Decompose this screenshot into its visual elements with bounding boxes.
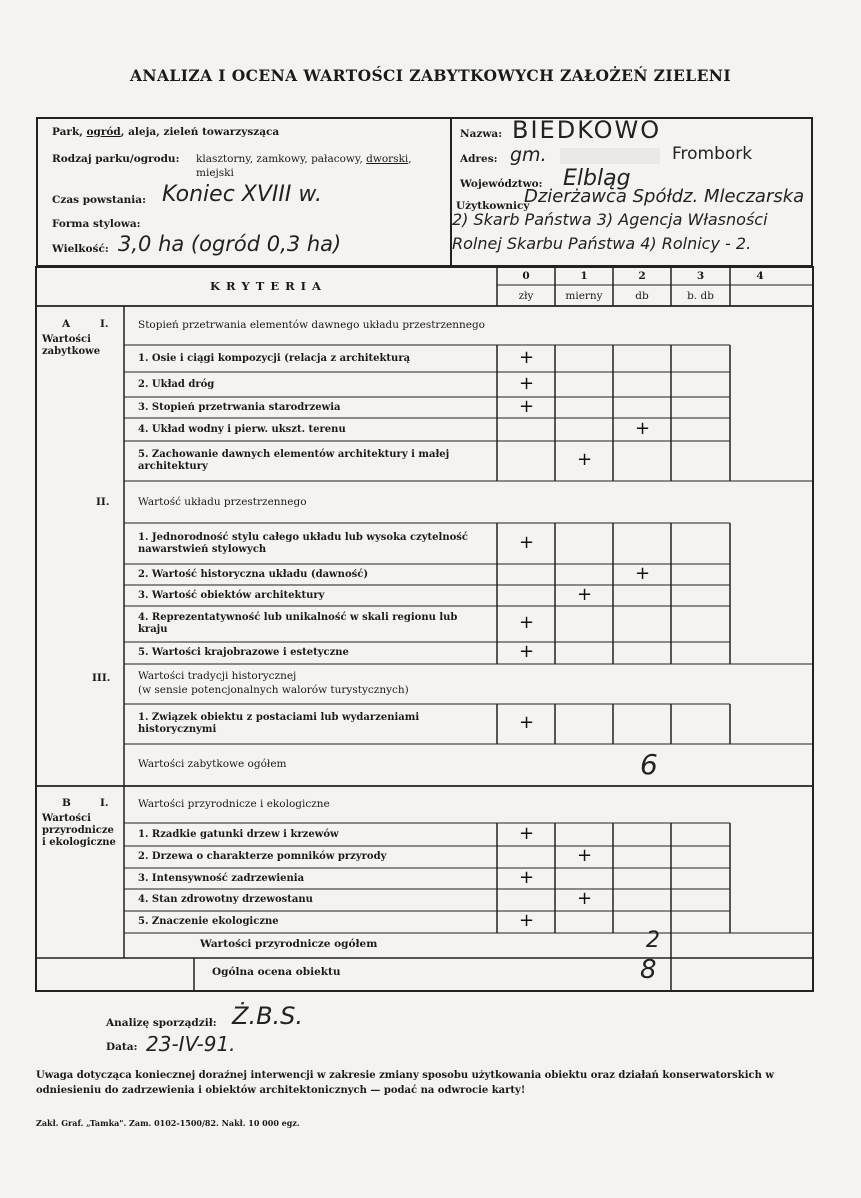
czas-label: Czas powstania: bbox=[52, 194, 146, 206]
printer-info: Zakł. Graf. „Tamka". Zam. 0102-1500/82. Nakł. 10 000 egz. bbox=[36, 1118, 300, 1128]
uzyt-label: Użytkownicy bbox=[456, 200, 530, 212]
section-a-group2-title: Wartość układu przestrzennego bbox=[138, 496, 307, 508]
a1-item-1: 1. Osie i ciągi kompozycji (relacja z architekturą bbox=[138, 353, 411, 364]
rating-mark-b-2: + bbox=[577, 845, 593, 866]
rating-mark-a2-4: + bbox=[519, 612, 535, 633]
section-a-group3-num: III. bbox=[92, 672, 111, 684]
scale-word-1: mierny bbox=[565, 290, 603, 302]
date-label: Data: bbox=[106, 1041, 138, 1053]
b-item-2: 2. Drzewa o charakterze pomników przyrody bbox=[138, 851, 387, 862]
a1-item-4: 4. Układ wodny i pierw. ukszt. terenu bbox=[138, 424, 346, 435]
park-type: Park, ogród, aleja, zieleń towarzysząca bbox=[52, 126, 280, 138]
a-total-value: 6 bbox=[640, 748, 658, 781]
overall-label: Ogólna ocena obiektu bbox=[212, 966, 341, 978]
section-a-group3-title-1: Wartości tradycji historycznej bbox=[138, 670, 297, 682]
section-b-title: Wartości przyrodnicze i ekologiczne bbox=[42, 813, 116, 848]
rating-mark-a2-1: + bbox=[519, 531, 535, 553]
rating-mark-a1-4: + bbox=[635, 417, 651, 439]
a2-item-4: 4. Reprezentatywność lub unikalność w skali regionu lub kraju bbox=[138, 612, 458, 635]
nazwa-value: BIEDKOWO bbox=[512, 116, 662, 144]
section-a-group1-num: I. bbox=[100, 318, 109, 330]
section-a-group2-num: II. bbox=[96, 496, 110, 508]
adres-value-1: gm. bbox=[510, 144, 547, 166]
note: Uwaga dotycząca koniecznej doraźnej interwencji w zakresie zmiany sposobu użytkowania obiektu oraz działań konserwatorskich w odniesieniu do zadrzewienia i obiektów architektonicznych — podać na odwrocie karty! bbox=[36, 1070, 774, 1096]
rodzaj-options-2: miejski bbox=[196, 167, 234, 179]
woj-label: Województwo: bbox=[460, 178, 543, 190]
section-a-letter: A bbox=[62, 318, 71, 330]
b-total-label: Wartości przyrodnicze ogółem bbox=[200, 938, 378, 950]
uzyt-line2: 2) Skarb Państwa 3) Agencja Własności bbox=[452, 210, 768, 229]
uzyt-line1: Dzierżawca Spółdz. Mleczarska bbox=[524, 186, 805, 207]
b-item-5: 5. Znaczenie ekologiczne bbox=[138, 916, 279, 927]
a2-item-1: 1. Jednorodność stylu całego układu lub wysoka czytelność nawarstwień stylowych bbox=[138, 532, 468, 555]
rating-mark-a1-3: + bbox=[519, 395, 535, 417]
rating-mark-a1-1: + bbox=[519, 346, 535, 368]
adres-label: Adres: bbox=[460, 153, 498, 165]
overall-value: 8 bbox=[640, 955, 657, 985]
rating-mark-a2-5: + bbox=[519, 641, 535, 662]
section-a-group3-title-2: (w sensie potencjonalnych walorów turystycznych) bbox=[138, 684, 409, 696]
kryteria-label: K R Y T E R I A bbox=[210, 279, 322, 293]
woj-value: Elbląg bbox=[563, 166, 631, 191]
adres-value-2: Frombork bbox=[672, 144, 753, 164]
a1-item-5: 5. Zachowanie dawnych elementów architektury i małej architektury bbox=[138, 449, 450, 472]
scale-word-2: db bbox=[635, 290, 649, 302]
scale-num-2: 2 bbox=[638, 270, 646, 282]
section-a-group1-title: Stopień przetrwania elementów dawnego układu przestrzennego bbox=[138, 319, 485, 331]
scale-num-3: 3 bbox=[696, 270, 705, 282]
a-total-label: Wartości zabytkowe ogółem bbox=[138, 758, 287, 770]
section-a-title: Wartości zabytkowe bbox=[42, 334, 101, 357]
section-b-group1-title: Wartości przyrodnicze i ekologiczne bbox=[138, 798, 330, 810]
scale-num-4: 4 bbox=[756, 270, 764, 282]
rodzaj-options: klasztorny, zamkowy, pałacowy, dworski, bbox=[196, 153, 412, 165]
section-b-letter: B bbox=[62, 797, 71, 809]
rodzaj-label: Rodzaj parku/ogrodu: bbox=[52, 153, 180, 165]
nazwa-label: Nazwa: bbox=[460, 128, 503, 140]
b-item-1: 1. Rzadkie gatunki drzew i krzewów bbox=[138, 829, 339, 840]
rating-mark-b-1: + bbox=[519, 822, 535, 844]
a2-item-5: 5. Wartości krajobrazowe i estetyczne bbox=[138, 647, 349, 658]
scale-word-0: zły bbox=[518, 290, 534, 302]
signature-label: Analizę sporządził: bbox=[106, 1017, 217, 1029]
rating-mark-b-5: + bbox=[519, 910, 535, 931]
section-b-group1-num: I. bbox=[100, 797, 109, 809]
rating-mark-b-3: + bbox=[519, 866, 535, 888]
rating-mark-a2-2: + bbox=[635, 562, 651, 584]
a3-item-1: 1. Związek obiektu z postaciami lub wydarzeniami historycznymi bbox=[138, 712, 420, 735]
a2-item-3: 3. Wartość obiektów architektury bbox=[138, 590, 325, 601]
form-title: ANALIZA I OCENA WARTOŚCI ZABYTKOWYCH ZAŁOŻEŃ ZIELENI bbox=[129, 66, 731, 85]
rating-mark-a1-2: + bbox=[519, 372, 535, 394]
rating-mark-b-4: + bbox=[577, 888, 593, 909]
wielkosc-value: 3,0 ha (ogród 0,3 ha) bbox=[118, 232, 342, 256]
rating-mark-a3-1: + bbox=[519, 712, 535, 733]
b-item-3: 3. Intensywność zadrzewienia bbox=[138, 873, 305, 884]
b-total-value: 2 bbox=[646, 928, 660, 953]
rating-mark-a1-5: + bbox=[577, 449, 593, 470]
forma-label: Forma stylowa: bbox=[52, 218, 141, 230]
scale-num-0: 0 bbox=[522, 270, 530, 282]
wielkosc-label: Wielkość: bbox=[52, 243, 109, 255]
signature-value: Ż.B.S. bbox=[232, 1002, 304, 1030]
scale-num-1: 1 bbox=[580, 270, 588, 282]
a2-item-2: 2. Wartość historyczna układu (dawność) bbox=[138, 569, 369, 580]
a1-item-2: 2. Układ dróg bbox=[138, 379, 215, 390]
czas-value: Koniec XVIII w. bbox=[162, 182, 322, 207]
uzyt-line3: Rolnej Skarbu Państwa 4) Rolnicy - 2. bbox=[452, 234, 752, 253]
scale-word-3: b. db bbox=[687, 290, 714, 302]
rating-mark-a2-3: + bbox=[577, 583, 593, 605]
date-value: 23-IV-91. bbox=[146, 1032, 236, 1056]
a1-item-3: 3. Stopień przetrwania starodrzewia bbox=[138, 402, 341, 413]
b-item-4: 4. Stan zdrowotny drzewostanu bbox=[138, 894, 313, 905]
